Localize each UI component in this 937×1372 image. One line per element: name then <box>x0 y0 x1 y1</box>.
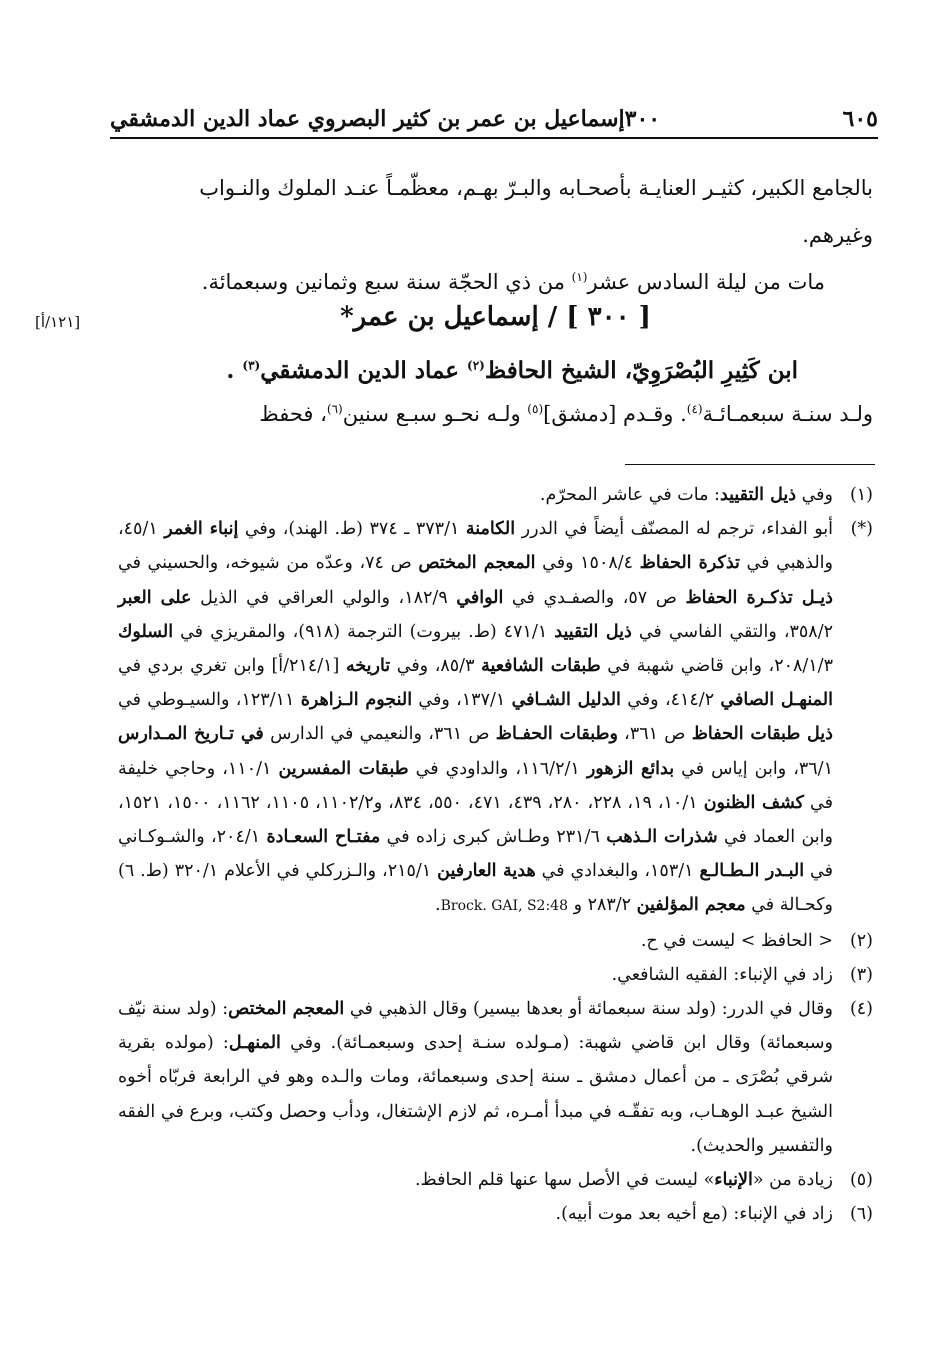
entry-subheading <box>118 357 798 384</box>
footnote-5 <box>118 1163 873 1197</box>
fn-segment: [٢١٤/١/أ] وابن تغري بردي في <box>118 656 346 677</box>
fn-source-title: الكامنة <box>465 519 516 540</box>
fn-segment: ١١٦/٢/١، والداودي في <box>408 758 587 779</box>
fn-source-title: ذيل طبقات الحفاظ <box>691 724 833 745</box>
fn-segment: ص ٥٧، والصفـدي في <box>503 587 686 608</box>
footnote-text <box>118 478 833 512</box>
fn-source-title: السلوك <box>118 621 174 642</box>
footnote-text: < الحافظ > ليست في ح. <box>640 930 833 951</box>
fn-segment: ٢٨٣/٢ و <box>568 895 637 916</box>
birth-text: ولـد سنـة سبعمـائـة <box>702 402 873 426</box>
fn-segment: أبو الفداء، ترجم له المصنّف أيضاً في الدرر <box>515 519 833 540</box>
footnote-number: (٦) <box>849 1204 873 1225</box>
fn-source-title: البـدر الـطـالـع <box>699 861 805 882</box>
fn-segment: ١٠/١، ١٩، ٢٢٨، ٢٨٠، ٤٣٩، ٤٧١، ٥٥٠، ٨٣٤، و١١٠٢/٢، ١١٠٥، ١١٦٢، ١٥٠٠، ١٥٢١، وابن العماد في <box>118 792 833 848</box>
death-rest: من ذي الحجّة سنة سبع وثمانين وسبعمائة. <box>201 270 572 294</box>
fn-segment: ٢٠٨/١/٣، وابن قاضي شهبة في <box>600 656 833 677</box>
fn-source-title: ذيل التقييد <box>719 485 797 505</box>
death-line <box>118 259 873 306</box>
fn-source-title: المنهـل <box>228 1033 281 1054</box>
page-number: ٦٠٥ <box>842 106 878 132</box>
fn-source-title: شذرات الـذهب <box>606 827 718 848</box>
footnote-ref[interactable]: (٣) <box>242 358 261 373</box>
paragraph-line: بالجامع الكبير، كثيـر العنايـة بأصحـابه والبـرّ بهـم، معظّمـاً عنـد الملوك والنـواب <box>199 176 873 200</box>
fn-segment: ٤٧١/١ (ط. بيروت) الترجمة (٩١٨)، والمقريزي في <box>173 621 555 642</box>
footnote-number: (٥) <box>849 1170 873 1191</box>
header-rule <box>110 137 878 139</box>
fn-segment: ٤١٤/٢، وفي <box>620 690 721 711</box>
fn-source-title: ذيـل تذكـرة الحفاظ <box>685 587 833 608</box>
fn-segment: ٣٦/١، وابن إياس في <box>674 758 833 779</box>
fn-segment: ص ٣٦١، والنعيمي في الدارس <box>263 724 496 745</box>
footnote-text <box>118 992 833 1163</box>
fn-segment: : (ولد سنة نيّف وسبعمائة) وقال ابن قاضي شهبة: (مـولده سنـة إحدى وسبعمـائة). وفي <box>118 999 834 1054</box>
birth-text: ولـه نحـو سبـع سنين <box>342 402 528 426</box>
fn-segment: ١١٠/١، وحاجي خليفة في <box>118 758 833 813</box>
fn-segment: وقال في الدرر: (ولد سنة سبعمائة أو بعدها بيسير) وقال الذهبي في <box>344 999 833 1020</box>
fn-segment: ٨٥/٣، وفي <box>390 656 482 677</box>
footnote-number: (٢) <box>849 930 873 951</box>
fn-source-title: الإنباء <box>714 1170 753 1191</box>
footnote-text <box>118 1163 833 1197</box>
fn-segment: ١٥٣/١، والبغدادي في <box>535 861 700 882</box>
fn-source-title: طبقات المفسرين <box>278 758 409 779</box>
death-text: مات من ليلة السادس عشر <box>587 270 825 294</box>
subheading-text: عماد الدين الدمشقي <box>260 357 468 384</box>
footnote-6 <box>118 1197 873 1231</box>
main-text <box>118 165 873 306</box>
fn-segment: : مات في عاشر المحرّم. <box>539 485 720 505</box>
fn-segment: ٣٧٣/١ ـ ٣٧٤ (ط. الهند)، وفي <box>238 519 466 540</box>
footnote-rule <box>625 464 875 465</box>
fn-source-title: تذكرة الحفاظ <box>639 553 740 574</box>
fn-source-title: مفتـاح السعـادة <box>266 827 381 848</box>
fn-segment: ١٣٧/١، وفي <box>412 690 512 711</box>
fn-source-title: الوافي <box>456 587 504 608</box>
footnote-number: (*) <box>850 519 873 540</box>
fn-segment: ٢١٥/١، والـزركلي في الأعلام ٣٢٠/١ (ط. ٦) وكحـالة في <box>118 861 833 916</box>
fn-segment: ٣٥٨/٢، والتقي الفاسي في <box>631 621 833 642</box>
fn-segment: ١٢٣/١١، والسيـوطي في <box>118 690 301 711</box>
fn-source-title: المعجم المختص <box>228 999 345 1020</box>
footnote-number: (٤) <box>849 999 873 1020</box>
footnote-ref[interactable]: (٢) <box>467 358 485 373</box>
footnote-text: زاد في الإنباء: (مع أخيه بعد موت أبيه). <box>555 1204 833 1225</box>
fn-segment: ص ٣٦١، <box>617 724 692 745</box>
footnote-ref[interactable]: (٦) <box>326 402 343 416</box>
fn-source-title: المنهـل الصافي <box>720 690 833 711</box>
fn-source-title: معجم المؤلفين <box>636 895 746 916</box>
fn-source-title: النجوم الـزاهرة <box>300 690 413 711</box>
fn-source-title: ذيل التقييد <box>554 621 632 642</box>
birth-line <box>118 394 873 434</box>
footnote-3 <box>118 958 873 992</box>
footnote-number: (٣) <box>849 964 873 985</box>
fn-segment: وفي <box>796 485 833 505</box>
footnote-number: (١) <box>849 485 873 505</box>
fn-segment: . <box>435 895 441 916</box>
fn-source-title: بدائع الزهور <box>586 758 675 779</box>
footnote-star <box>118 512 873 923</box>
footnotes <box>118 478 873 1231</box>
entry-heading: [ ٣٠٠ ] / إسماعيل بن عمر* <box>340 302 651 332</box>
fn-source-title: كشف الظنون <box>703 792 805 813</box>
footnote-1 <box>118 478 873 512</box>
fn-segment: ٢٠٤/١، والشـوكـاني في <box>118 827 833 882</box>
fn-segment: ٤٥/١، والذهبي في <box>118 519 833 574</box>
subheading-end: . <box>226 357 243 384</box>
fn-segment: ١٨٢/٩، والولي العراقي في الذيل <box>191 587 457 608</box>
footnote-ref[interactable]: (٥) <box>527 402 544 416</box>
footnote-4 <box>118 992 873 1163</box>
fn-source-title: هدية العارفين <box>437 861 536 882</box>
fn-source-title: في تـاريخ المـدارس <box>118 724 264 745</box>
fn-segment: ١٥٠٨/٤ وفي <box>535 553 640 574</box>
subheading-text: ابن كَثِيرِ البُصْرَوِيّ، الشيخ الحافظ <box>484 357 798 384</box>
fn-source-title: تاريخه <box>345 656 391 677</box>
footnote-2 <box>118 924 873 958</box>
fn-segment: زيادة من « <box>752 1170 833 1191</box>
fn-segment: » ليست في الأصل سها عنها قلم الحافظ. <box>414 1170 715 1191</box>
fn-source-title: إنباء الغمر <box>164 519 239 540</box>
running-title: ٣٠٠إسماعيل بن عمر بن كثير البصروي عماد الدين الدمشقي <box>110 106 661 132</box>
footnote-text <box>118 512 833 923</box>
fn-source-title: على العبر <box>118 587 192 608</box>
fn-segment: ٢٣١/٦ وطـاش كبرى زاده في <box>380 827 607 848</box>
fn-segment: : (مولده بقرية شرقي بُصْرَى ـ من أعمال دمشق ـ سنة إحدى وسبعمائة، ومات والـده وهو في الرابعة فربّاه أخوه الشيخ عبـد الوهـاب، وبه تفقّـه في مبدأ أمـره، ثم لازم الإشتغال، ودأب وحصل وكتب، وبرع في الفقه والتفسير والحديث). <box>118 1033 833 1156</box>
paragraph-line: وغيرهم. <box>802 223 873 247</box>
footnote-text: زاد في الإنباء: الفقيه الشافعي. <box>611 964 833 985</box>
fn-source-title: المعجم المختص <box>418 553 536 574</box>
fn-source-title: وطبقات الحفـاظ <box>495 724 618 745</box>
margin-folio-ref: [١٢١/أ] <box>35 313 81 331</box>
birth-text: . وقـدم [دمشق] <box>543 402 687 426</box>
footnote-ref[interactable]: (١) <box>571 270 588 284</box>
birth-text: ، فحفظ <box>259 402 327 426</box>
fn-source-title: طبقات الشافعية <box>481 656 601 677</box>
fn-source-title: الدليل الشـافي <box>511 690 621 711</box>
fn-latin-reference: Brock. GAI, S2:48 <box>440 898 568 915</box>
running-header <box>110 92 878 132</box>
fn-segment: ص ٧٤، وعدّه من شيوخه، والحسيني في <box>118 553 419 574</box>
footnote-ref[interactable]: (٤) <box>686 402 703 416</box>
